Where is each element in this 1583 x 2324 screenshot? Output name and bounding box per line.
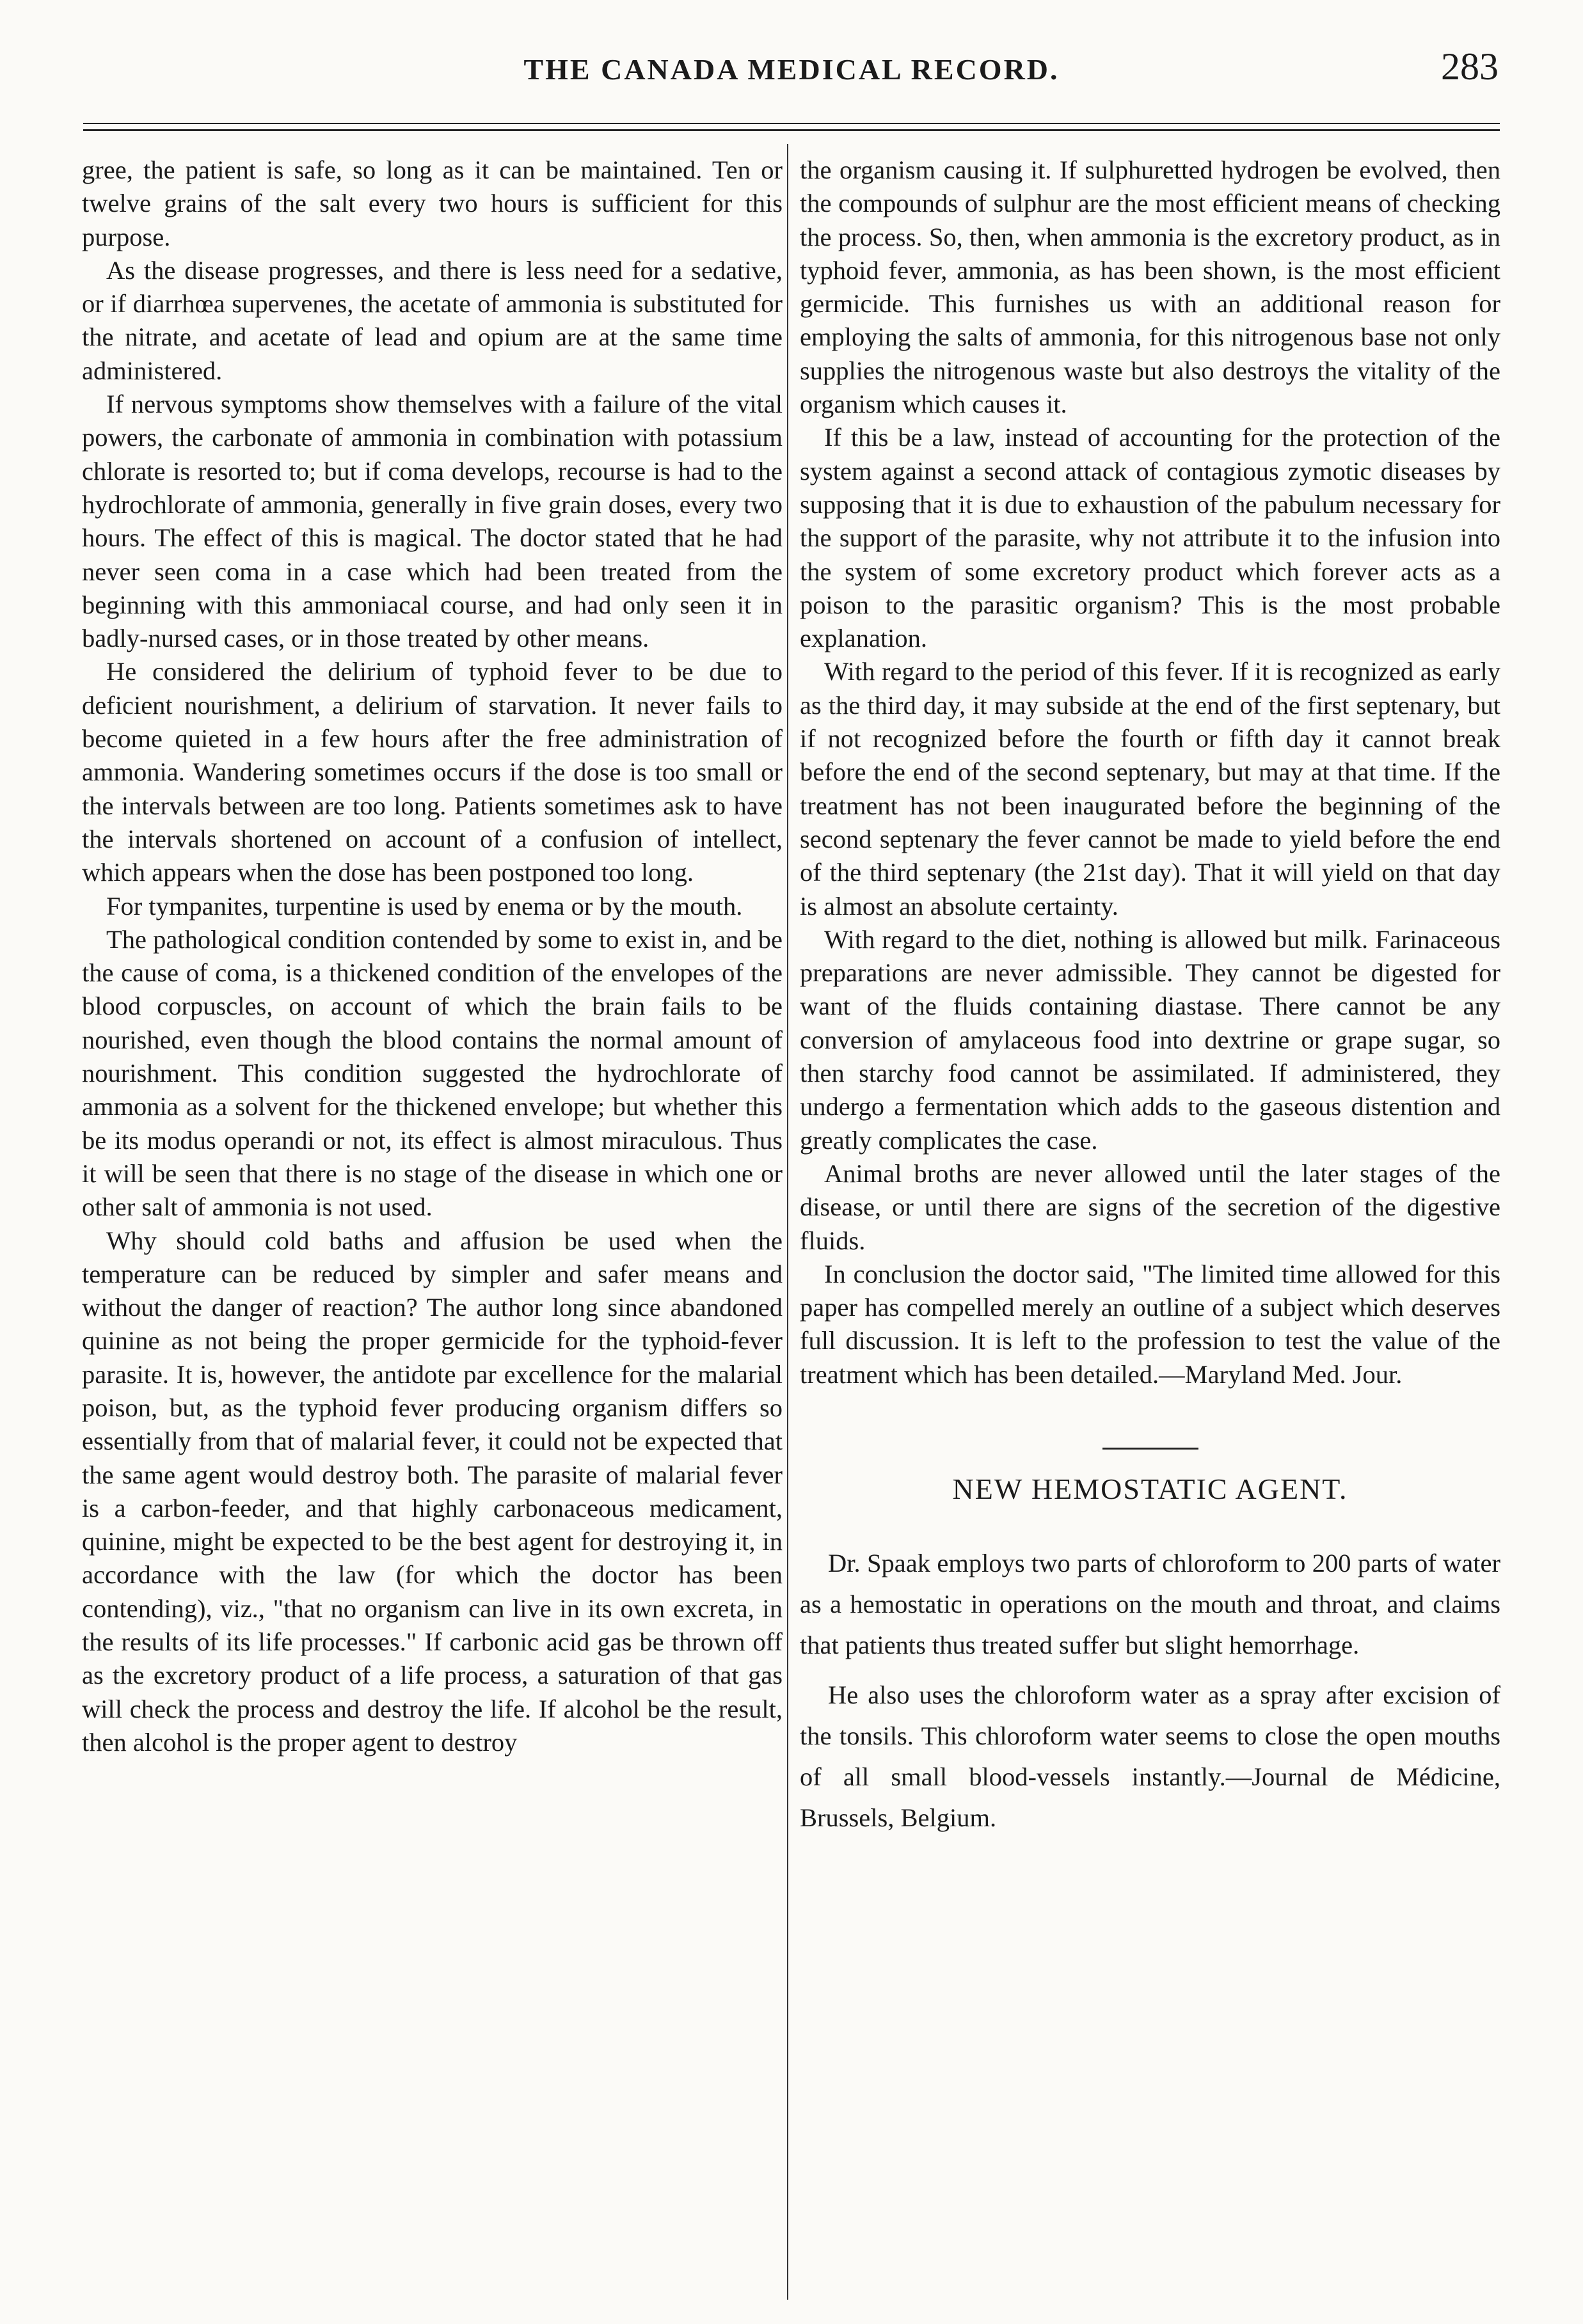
paragraph: gree, the patient is safe, so long as it can be maintained. Ten or twelve grains of the salt every two hours is sufficient for this purpose.: [82, 155, 783, 251]
right-column: [800, 154, 1500, 1847]
paragraph: If this be a law, instead of accounting for the protection of the system against a second attack of contagious zymotic diseases by supposing that it is due to exhaustion of the pabulum necessary for the support of the parasite, why not attribute it to the infusion into the system of some excretory product which forever acts as a poison to the parasitic organism? This is the most probable explanation.: [800, 423, 1500, 653]
paragraph: For tympanites, turpentine is used by enema or by the mouth.: [106, 891, 743, 921]
section-title: NEW HEMOSTATIC AGENT.: [952, 1472, 1348, 1505]
section-divider: [1102, 1448, 1198, 1450]
paragraph: With regard to the period of this fever. If it is recognized as early as the third day, it may subside at the end of the first septenary, but if not recognized before the fourth or fifth day it cannot break before the end of the second septenary, but may at that time. If the treatment has not been inaugurated before the beginning of the second septenary the fever cannot be made to yield before the end of the third septenary (the 21st day). That it will yield on that day is almost an absolute certainty.: [800, 657, 1500, 921]
paragraph: If nervous symptoms show themselves with a failure of the vital powers, the carbonate of ammonia in combination with potassium chlorate is resorted to; but if coma develops, recourse is had to the hydrochlorate of ammonia, generally in five grain doses, every two hours. The effect of this is magical. The doctor stated that he had never seen coma in a case which had been treated from the beginning with this ammoniacal course, and had only seen it in badly-nursed cases, or in those treated by other means.: [82, 390, 783, 653]
left-column: [82, 154, 783, 1759]
hemostatic-article: [800, 1543, 1500, 1838]
paragraph: He considered the delirium of typhoid fever to be due to deficient nourishment, a delirium of starvation. It never fails to become quieted in a few hours after the free administration of ammonia. Wandering sometimes occurs if the dose is too small or the intervals between are too long. Patients sometimes ask to have the intervals shortened on account of a confusion of intellect, which appears when the dose has been postponed too long.: [82, 657, 783, 887]
paragraph: Why should cold baths and affusion be used when the temperature can be reduced by simpler and safer means and without the danger of reaction? The author long since abandoned quinine as not being the proper germicide for the typhoid-fever parasite. It is, however, the antidote par excellence for the malarial poison, but, as the typhoid fever producing organism differs so essentially from that of malarial fever, it could not be expected that the same agent would destroy both. The parasite of malarial fever is a carbon-feeder, and that highly carbonaceous medicament, quinine, might be expected to be the best agent for destroying it, in accordance with the law (for which the doctor has been contending), viz., "that no organism can live in its own excreta, in the results of its life processes." If carbonic acid gas be thrown off as the excretory product of a life process, a saturation of that gas will check the process and destroy the life. If alcohol be the result, then alcohol is the proper agent to destroy: [82, 1226, 783, 1757]
paragraph: Dr. Spaak employs two parts of chloroform to 200 parts of water as a hemostatic in operations on the mouth and throat, and claims that patients thus treated suffer but slight hemorrhage.: [800, 1549, 1500, 1660]
paragraph: He also uses the chloroform water as a spray after excision of the tonsils. This chloroform water seems to close the open mouths of all small blood-vessels instantly.—Journal de Médicine, Brussels, Belgium.: [800, 1680, 1500, 1833]
header-rule-double: [83, 129, 1500, 131]
paragraph: Animal broths are never allowed until the later stages of the disease, or until there are signs of the secretion of the digestive fluids.: [800, 1158, 1500, 1255]
paragraph: With regard to the diet, nothing is allowed but milk. Farinaceous preparations are never admissible. They cannot be digested for want of the fluids containing diastase. There cannot be any conversion of amylaceous food into dextrine or grape sugar, so then starchy food cannot be assimilated. If administered, they undergo a fermentation which adds to the gaseous distention and greatly complicates the case.: [800, 924, 1500, 1155]
paragraph: the organism causing it. If sulphuretted hydrogen be evolved, then the compounds of sulphur are the most efficient means of checking the process. So, then, when ammonia is the excretory product, as in typhoid fever, ammonia, as has been shown, is the most efficient germicide. This furnishes us with an additional reason for employing the salts of ammonia, for this nitrogenous base not only supplies the nitrogenous waste but also destroys the vitality of the organism which causes it.: [800, 155, 1500, 419]
journal-title: THE CANADA MEDICAL RECORD.: [523, 53, 1060, 86]
paragraph: The pathological condition contended by some to exist in, and be the cause of coma, is a thickened condition of the envelopes of the blood corpuscles, on account of which the brain fails to be nourished, even though the blood contains the normal amount of nourishment. This condition suggested the hydrochlorate of ammonia as a solvent for the thickened envelope; but whether this be its modus operandi or not, its effect is almost miraculous. Thus it will be seen that there is no stage of the disease in which one or other salt of ammonia is not used.: [82, 924, 783, 1222]
header-rule: [83, 123, 1500, 124]
paragraph: As the disease progresses, and there is less need for a sedative, or if diarrhœa supervenes, the acetate of ammonia is substituted for the nitrate, and acetate of lead and opium are at the same time administered.: [82, 255, 783, 385]
page-header: [0, 0, 1583, 128]
page-number: 283: [1441, 45, 1499, 88]
column-divider: [787, 144, 788, 2300]
paragraph: In conclusion the doctor said, "The limited time allowed for this paper has compelled merely an outline of a subject which deserves full discussion. It is left to the profession to test the value of the treatment which has been detailed.—Maryland Med. Jour.: [800, 1259, 1500, 1389]
